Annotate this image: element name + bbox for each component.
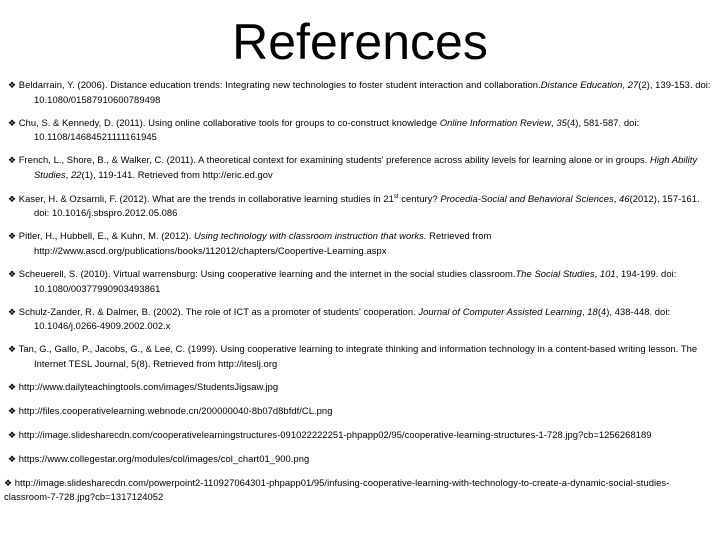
superscript: st: [393, 193, 399, 200]
diamond-bullet-icon: ❖: [8, 80, 17, 90]
reference-item: [4, 380, 712, 395]
journal-title: High Ability Studies: [34, 154, 698, 180]
diamond-bullet-icon: ❖: [8, 117, 17, 128]
diamond-bullet-icon: ❖: [8, 306, 17, 317]
reference-text: (1), 119-141. Retrieved from http://eric.ed.gov: [81, 168, 273, 180]
journal-title: Journal of Computer Assisted Learning: [418, 305, 582, 317]
journal-title: Online Information Review: [439, 116, 552, 128]
reference-text: , 194-199. doi: 10.1080/00377990903493861: [34, 268, 677, 294]
diamond-bullet-icon: ❖: [8, 429, 17, 440]
diamond-bullet-icon: ❖: [8, 231, 17, 242]
volume: 22: [70, 168, 82, 180]
reference-item: [4, 428, 712, 443]
reference-url: http://image.slidesharecdn.com/powerpoint2-110927064301-phpapp01/95/infusing-cooperative-learning-with-technology-to-create-a-dynamic-social-studies-classroom-7-728.jpg?cb=1317124052: [4, 476, 670, 503]
reference-text: French, L., Shore, B., & Walker, C. (2011). A theoretical context for examining students' preference across ability levels for learning alone or in groups.: [18, 154, 651, 166]
reference-item: [4, 229, 712, 257]
reference-text: Retrieved from http://2www.ascd.org/publications/books/112012/chapters/Coopertive-Learning.aspx: [34, 230, 492, 257]
diamond-bullet-icon: ❖: [8, 344, 17, 355]
reference-text: Schulz-Zander, R. & Dalmer, B. (2002). The role of ICT as a promoter of students' cooperation.: [18, 305, 419, 317]
volume: 35: [556, 116, 567, 128]
reference-text: Pitler, H., Hubbell, E., & Kuhn, M. (2012).: [18, 230, 194, 242]
reference-text: (2), 139-153. doi: 10.1080/01587910600789498: [34, 79, 711, 105]
reference-text: century?: [398, 192, 441, 204]
reference-text: ,: [594, 268, 600, 280]
reference-item: [4, 153, 712, 181]
reference-text: Beldarrain, Y. (2006). Distance education trends: Integrating new technologies to foster student interaction and collaboration.: [18, 79, 541, 90]
book-title: Using technology with classroom instruction that works.: [193, 230, 427, 242]
diamond-bullet-icon: ❖: [8, 453, 17, 464]
volume: 18: [587, 305, 598, 317]
reference-item: [4, 305, 712, 333]
reference-item: [4, 191, 712, 220]
reference-item: [4, 404, 712, 419]
reference-url: http://www.dailyteachingtools.com/images/StudentsJigsaw.jpg: [18, 380, 279, 392]
diamond-bullet-icon: ❖: [8, 269, 17, 280]
diamond-bullet-icon: ❖: [4, 477, 13, 488]
journal-title: The Social Studies: [515, 268, 595, 280]
reference-item: [4, 476, 712, 504]
reference-text: (2012), 157-161. doi: 10.1016/j.sbspro.2012.05.086: [34, 192, 700, 219]
reference-text: Chu, S. & Kennedy, D. (2011). Using online collaborative tools for groups to co-construct knowledge: [18, 116, 440, 128]
volume: 46: [619, 192, 630, 204]
reference-text: ,: [613, 192, 620, 204]
reference-text: Tan, G., Gallo, P., Jacobs, G., & Lee, C. (1999). Using cooperative learning to integrate thinking and information technology in a content-based writing lesson. The Internet TESL Journal, 5(8). Retrieved from http://iteslj.org: [18, 343, 698, 369]
diamond-bullet-icon: ❖: [8, 381, 17, 392]
reference-text: Scheuerell, S. (2010). Virtual warrensburg: Using cooperative learning and the internet in the social studies classroom.: [18, 268, 516, 280]
diamond-bullet-icon: ❖: [8, 405, 17, 416]
reference-text: ,: [622, 79, 628, 90]
reference-text: ,: [581, 305, 588, 317]
journal-title: Procedia-Social and Behavioral Sciences: [440, 192, 614, 204]
volume: 101: [599, 268, 616, 280]
diamond-bullet-icon: ❖: [8, 155, 17, 166]
reference-text: ,: [65, 168, 71, 180]
diamond-bullet-icon: ❖: [8, 193, 17, 204]
reference-text: (4), 581-587. doi: 10.1108/14684521111161945: [34, 116, 640, 143]
page-title: References: [232, 14, 488, 70]
journal-title: Distance Education: [540, 79, 623, 90]
reference-item: [4, 116, 712, 144]
volume: 27: [627, 79, 639, 90]
reference-list: [4, 78, 712, 513]
reference-item: [4, 342, 712, 370]
reference-text: ,: [551, 116, 557, 128]
reference-url: http://image.slidesharecdn.com/cooperativelearningstructures-091022222251-phpapp02/95/cooperative-learning-structures-1-728.jpg?cb=1256268189: [18, 428, 652, 440]
reference-url: https://www.collegestar.org/modules/col/images/col_chart01_900.png: [18, 452, 310, 464]
reference-url: http://files.cooperativelearning.webnode.cn/200000040-8b07d8bfdf/CL.png: [18, 404, 333, 416]
reference-item: [4, 267, 712, 295]
reference-item: [4, 452, 712, 467]
reference-item: [4, 78, 712, 106]
reference-text: (4), 438-448. doi: 10.1046/j.0266-4909.2002.002.x: [34, 305, 671, 332]
reference-text: Kaser, H. & Ozsarnli, F. (2012). What are the trends in collaborative learning studies in 21: [18, 192, 394, 204]
